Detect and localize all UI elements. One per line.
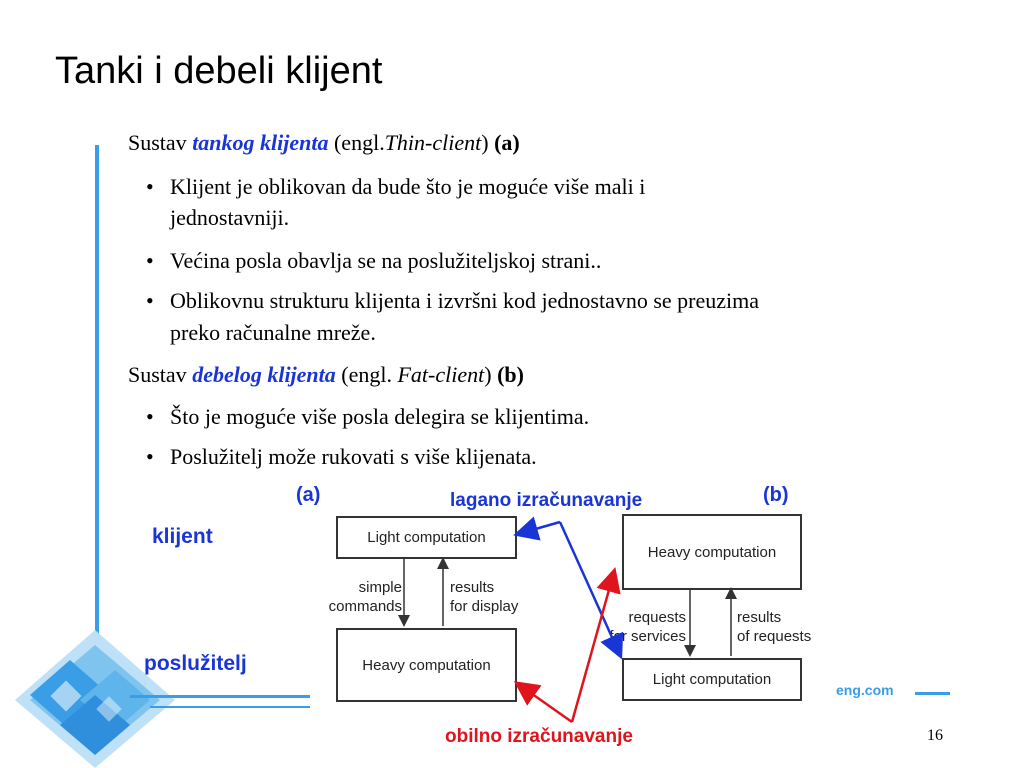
red-arrow-to-a <box>518 684 572 722</box>
fat-close: ) <box>484 362 492 387</box>
fat-bullet-2: Poslužitelj može rukovati s više klijenata. <box>170 444 537 469</box>
thin-bullet-2: Većina posla obavlja se na poslužiteljskoj strani.. <box>170 248 602 273</box>
light-computation-label: lagano izračunavanje <box>450 490 643 511</box>
fat-bullet-1: Što je moguće više posla delegira se klijentima. <box>170 404 590 429</box>
fat-prefix: Sustav <box>128 362 187 387</box>
thin-tag: (a) <box>494 130 520 155</box>
fat-engl: (engl. <box>341 362 392 387</box>
fat-engl-term: Fat-client <box>397 362 485 387</box>
a-heavy-computation-text: Heavy computation <box>362 656 491 674</box>
b-light-computation-text: Light computation <box>652 671 772 688</box>
a-left-arrow-line2: commands <box>328 598 402 615</box>
server-label: poslužitelj <box>144 652 247 675</box>
label-b: (b) <box>763 484 789 506</box>
thin-prefix: Sustav <box>128 130 187 155</box>
bullet-dot: • <box>146 248 154 273</box>
thin-term: tankog klijenta <box>192 130 329 155</box>
thin-bullet-1b: jednostavniji. <box>170 205 290 230</box>
bullet-dot: • <box>146 174 154 199</box>
label-a: (a) <box>296 484 321 506</box>
footer-line <box>915 692 950 695</box>
bullet-dot: • <box>146 444 154 469</box>
thin-bullet-1a: Klijent je oblikovan da bude što je moguće više mali i <box>170 174 646 199</box>
b-right-arrow-line2: of requests <box>737 628 812 645</box>
fat-term: debelog klijenta <box>192 362 336 387</box>
b-left-arrow-line1: requests <box>628 609 686 626</box>
a-light-computation-text: Light computation <box>367 529 486 546</box>
bullet-dot: • <box>146 288 154 313</box>
b-heavy-computation-text: Heavy computation <box>647 543 777 561</box>
client-label: klijent <box>152 525 213 548</box>
footer-url: eng.com <box>836 682 894 698</box>
thin-engl: (engl. <box>333 130 385 155</box>
page-number: 16 <box>927 727 943 744</box>
fat-tag: (b) <box>497 362 524 387</box>
blue-arrow-to-a <box>518 522 560 534</box>
thin-close: ) <box>481 130 489 155</box>
heavy-computation-label: obilno izračunavanje <box>445 726 633 747</box>
thin-bullet-3a: Oblikovnu strukturu klijenta i izvršni kod jednostavno se preuzima <box>170 288 760 313</box>
slide-title: Tanki i debeli klijent <box>55 50 383 92</box>
b-left-arrow-line2: for services <box>609 628 686 645</box>
thin-bullet-3b: preko računalne mreže. <box>170 320 376 345</box>
a-right-arrow-line1: results <box>450 579 495 596</box>
a-right-arrow-line2: for display <box>450 598 519 615</box>
thin-engl-term: Thin-client <box>384 130 482 155</box>
bullet-dot: • <box>146 404 154 429</box>
blue-arrow-to-b <box>560 522 620 655</box>
a-left-arrow-line1: simple <box>358 579 402 596</box>
b-right-arrow-line1: results <box>737 609 782 626</box>
